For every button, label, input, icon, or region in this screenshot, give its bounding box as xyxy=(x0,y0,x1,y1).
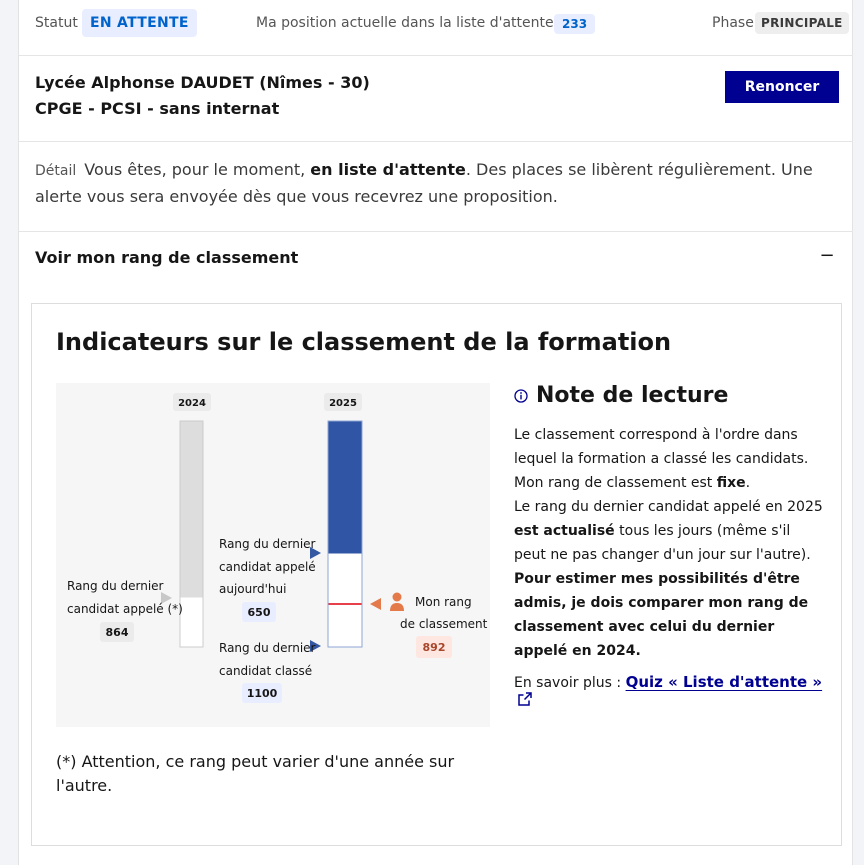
last-called-today-label-1: Rang du dernier xyxy=(219,537,316,551)
last-called-today-value: 650 xyxy=(247,606,271,619)
position-label: Ma position actuelle dans la liste d'attente xyxy=(256,15,554,31)
learn-more xyxy=(514,673,824,709)
ranking-chart-svg xyxy=(56,383,490,727)
detail-label: Détail xyxy=(35,163,77,179)
last-called-2024-value: 864 xyxy=(105,626,129,639)
school-name: Lycée Alphonse DAUDET (Nîmes - 30) xyxy=(35,73,370,92)
formation-row xyxy=(19,55,853,142)
reading-note-body xyxy=(514,423,824,663)
rank-accordion-header[interactable] xyxy=(19,231,853,285)
bar-2024-called xyxy=(181,422,203,598)
reading-note xyxy=(514,383,824,709)
last-ranked-label-1: Rang du dernier xyxy=(219,641,316,655)
detail-row xyxy=(19,141,853,232)
reading-note-header xyxy=(514,383,824,413)
status-label: Statut xyxy=(35,15,78,31)
rank-accordion-title[interactable]: Voir mon rang de classement xyxy=(35,248,299,267)
year-label-2024: 2024 xyxy=(178,398,206,409)
rank-footnote: (*) Attention, ce rang peut varier d'une année sur l'autre. xyxy=(56,752,455,795)
note-paragraph-4-bold: Pour estimer mes possibilités d'être admis, je dois comparer mon rang de classement avec celui du dernier appelé en 2024. xyxy=(514,571,809,659)
my-rank-value: 892 xyxy=(422,641,446,654)
detail-text-bold: en liste d'attente xyxy=(310,160,466,179)
program-name: CPGE - PCSI - sans internat xyxy=(35,99,280,118)
reading-note-title: Note de lecture xyxy=(536,383,729,408)
note-paragraph-3-bold: est actualisé xyxy=(514,523,615,539)
year-label-2025: 2025 xyxy=(329,398,357,409)
detail-text-start: Vous êtes, pour le moment, xyxy=(84,160,311,179)
note-paragraph-3-start: Le rang du dernier candidat appelé en 2025 xyxy=(514,499,823,515)
phase-badge: PRINCIPALE xyxy=(755,12,849,34)
my-rank-label-1: Mon rang xyxy=(415,595,472,609)
status-row xyxy=(19,0,853,56)
detail-text-end: . Des places se libèrent régulièrement. Une alerte vous sera envoyée dès que vous recevrez une proposition. xyxy=(35,160,813,206)
note-paragraph-3 xyxy=(514,495,824,567)
info-icon xyxy=(514,388,528,407)
wish-card xyxy=(18,0,853,865)
note-paragraph-2 xyxy=(514,471,824,495)
renoncer-button[interactable]: Renoncer xyxy=(725,71,839,103)
ranking-chart xyxy=(56,383,490,727)
last-called-today-label-3: aujourd'hui xyxy=(219,582,287,596)
note-paragraph-1: Le classement correspond à l'ordre dans lequel la formation a classé les candidats. xyxy=(514,427,809,467)
bar-2025-called xyxy=(329,422,362,554)
my-rank-label-2: de classement xyxy=(400,617,488,631)
detail-text xyxy=(35,157,835,209)
phase-label: Phase xyxy=(712,15,754,31)
arrow-my-rank-icon xyxy=(370,598,381,610)
status-badge: EN ATTENTE xyxy=(82,9,197,37)
position-badge: 233 xyxy=(554,14,595,34)
note-paragraph-4 xyxy=(514,567,824,663)
person-icon xyxy=(390,593,404,612)
external-link-icon[interactable] xyxy=(518,692,532,706)
last-called-2024-label-1: Rang du dernier xyxy=(67,579,164,593)
last-ranked-label-2: candidat classé xyxy=(219,664,313,678)
last-called-today-label-2: candidat appelé xyxy=(219,560,316,574)
quiz-waitlist-link-text[interactable]: Quiz « Liste d'attente » xyxy=(625,673,823,691)
last-ranked-value: 1100 xyxy=(246,687,278,700)
note-paragraph-2-bold: fixe xyxy=(716,475,746,491)
collapse-icon[interactable]: − xyxy=(819,245,835,266)
last-called-2024-label-2: candidat appelé (*) xyxy=(67,602,183,616)
note-paragraph-2-start: Mon rang de classement est xyxy=(514,475,717,491)
learn-more-label: En savoir plus : xyxy=(514,675,622,691)
panel-title: Indicateurs sur le classement de la formation xyxy=(56,328,672,356)
note-paragraph-3-end: tous les jours (même s'il peut ne pas changer d'un jour sur l'autre). xyxy=(514,523,811,563)
note-paragraph-2-end: . xyxy=(745,475,751,491)
ranking-indicators-panel xyxy=(31,303,842,846)
